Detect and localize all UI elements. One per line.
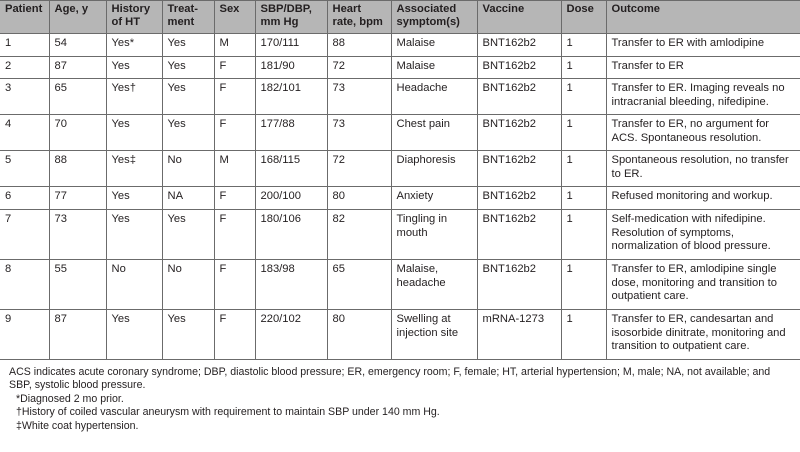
cell-patient: 8 — [0, 260, 49, 310]
cell-sex: F — [214, 310, 255, 360]
header-patient: Patient — [0, 1, 49, 34]
cell-age: 54 — [49, 34, 106, 57]
cell-dose: 1 — [561, 260, 606, 310]
cell-history-ht: Yes‡ — [106, 151, 162, 187]
cell-treatment: NA — [162, 187, 214, 210]
cell-patient: 2 — [0, 57, 49, 79]
cell-sex: F — [214, 260, 255, 310]
cell-vaccine: BNT162b2 — [477, 34, 561, 57]
cell-age: 65 — [49, 79, 106, 115]
abbreviations-note: ACS indicates acute coronary syndrome; DBP, diastolic blood pressure; ER, emergency room; F, female; HT, arterial hypertension; M, male; NA, not available; and SBP, systolic blood pressure. — [9, 366, 771, 392]
cell-history-ht: Yes — [106, 187, 162, 210]
header-outcome: Outcome — [606, 1, 800, 34]
cell-treatment: Yes — [162, 79, 214, 115]
cell-vaccine: BNT162b2 — [477, 151, 561, 187]
cell-treatment: Yes — [162, 57, 214, 79]
cell-patient: 5 — [0, 151, 49, 187]
cell-outcome: Transfer to ER, no argument for ACS. Spontaneous resolution. — [606, 115, 800, 151]
cell-sbp-dbp: 177/88 — [255, 115, 327, 151]
table-row — [0, 57, 800, 79]
header-treatment: Treat-ment — [162, 1, 214, 34]
cell-heart-rate: 88 — [327, 34, 391, 57]
cell-vaccine: BNT162b2 — [477, 210, 561, 260]
cell-sbp-dbp: 180/106 — [255, 210, 327, 260]
cell-sex: F — [214, 57, 255, 79]
cell-age: 87 — [49, 310, 106, 360]
table-notes — [0, 360, 800, 433]
cell-outcome: Transfer to ER with amlodipine — [606, 34, 800, 57]
cell-history-ht: No — [106, 260, 162, 310]
cell-dose: 1 — [561, 187, 606, 210]
cell-treatment: Yes — [162, 310, 214, 360]
cell-vaccine: BNT162b2 — [477, 115, 561, 151]
cell-age: 88 — [49, 151, 106, 187]
cell-heart-rate: 73 — [327, 115, 391, 151]
cell-patient: 7 — [0, 210, 49, 260]
footnote: *Diagnosed 2 mo prior. — [16, 392, 124, 405]
cell-symptoms: Malaise — [391, 34, 477, 57]
cell-patient: 9 — [0, 310, 49, 360]
cell-outcome: Transfer to ER, candesartan and isosorbide dinitrate, monitoring and transition to outpatient care. — [606, 310, 800, 360]
table-row — [0, 79, 800, 115]
cell-age: 73 — [49, 210, 106, 260]
header-heart-rate: Heart rate, bpm — [327, 1, 391, 34]
cell-outcome: Self-medication with nifedipine. Resolution of symptoms, normalization of blood pressure. — [606, 210, 800, 260]
table-row — [0, 310, 800, 360]
cell-patient: 6 — [0, 187, 49, 210]
cell-sex: F — [214, 187, 255, 210]
cell-outcome: Transfer to ER — [606, 57, 800, 79]
cell-dose: 1 — [561, 115, 606, 151]
cell-sex: M — [214, 151, 255, 187]
header-vaccine: Vaccine — [477, 1, 561, 34]
cell-heart-rate: 80 — [327, 310, 391, 360]
cell-vaccine: BNT162b2 — [477, 57, 561, 79]
cell-sbp-dbp: 183/98 — [255, 260, 327, 310]
header-sbp-dbp: SBP/DBP, mm Hg — [255, 1, 327, 34]
table-row — [0, 187, 800, 210]
cell-history-ht: Yes* — [106, 34, 162, 57]
cell-sbp-dbp: 168/115 — [255, 151, 327, 187]
cell-outcome: Spontaneous resolution, no transfer to ER. — [606, 151, 800, 187]
header-sex: Sex — [214, 1, 255, 34]
cell-history-ht: Yes† — [106, 79, 162, 115]
cell-dose: 1 — [561, 79, 606, 115]
cell-vaccine: mRNA-1273 — [477, 310, 561, 360]
cell-symptoms: Anxiety — [391, 187, 477, 210]
cell-patient: 4 — [0, 115, 49, 151]
cell-symptoms: Headache — [391, 79, 477, 115]
cell-sex: F — [214, 79, 255, 115]
cell-sbp-dbp: 182/101 — [255, 79, 327, 115]
cell-heart-rate: 72 — [327, 151, 391, 187]
cell-outcome: Refused monitoring and workup. — [606, 187, 800, 210]
cell-heart-rate: 73 — [327, 79, 391, 115]
cell-treatment: Yes — [162, 115, 214, 151]
cell-sbp-dbp: 200/100 — [255, 187, 327, 210]
cell-symptoms: Diaphoresis — [391, 151, 477, 187]
table-row — [0, 151, 800, 187]
cell-treatment: No — [162, 260, 214, 310]
header-dose: Dose — [561, 1, 606, 34]
cell-vaccine: BNT162b2 — [477, 79, 561, 115]
cell-treatment: No — [162, 151, 214, 187]
cell-symptoms: Tingling in mouth — [391, 210, 477, 260]
cell-treatment: Yes — [162, 34, 214, 57]
cell-sbp-dbp: 181/90 — [255, 57, 327, 79]
cell-history-ht: Yes — [106, 210, 162, 260]
cell-dose: 1 — [561, 34, 606, 57]
header-age: Age, y — [49, 1, 106, 34]
cell-history-ht: Yes — [106, 115, 162, 151]
table-row — [0, 260, 800, 310]
cell-sbp-dbp: 170/111 — [255, 34, 327, 57]
header-history-ht: History of HT — [106, 1, 162, 34]
footnote: †History of coiled vascular aneurysm with requirement to maintain SBP under 140 mm Hg. — [16, 406, 440, 419]
cell-heart-rate: 82 — [327, 210, 391, 260]
cell-age: 70 — [49, 115, 106, 151]
cell-heart-rate: 72 — [327, 57, 391, 79]
cell-outcome: Transfer to ER. Imaging reveals no intracranial bleeding, nifedipine. — [606, 79, 800, 115]
footnote: ‡White coat hypertension. — [16, 419, 139, 432]
cell-treatment: Yes — [162, 210, 214, 260]
cell-heart-rate: 65 — [327, 260, 391, 310]
cell-patient: 1 — [0, 34, 49, 57]
cell-symptoms: Swelling at injection site — [391, 310, 477, 360]
table-row — [0, 34, 800, 57]
cell-sex: M — [214, 34, 255, 57]
header-symptoms: Associated symptom(s) — [391, 1, 477, 34]
cell-dose: 1 — [561, 151, 606, 187]
cell-sex: F — [214, 210, 255, 260]
table-row — [0, 115, 800, 151]
table-row — [0, 210, 800, 260]
cell-outcome: Transfer to ER, amlodipine single dose, monitoring and transition to outpatient care. — [606, 260, 800, 310]
cell-sbp-dbp: 220/102 — [255, 310, 327, 360]
cell-history-ht: Yes — [106, 57, 162, 79]
cell-symptoms: Malaise, headache — [391, 260, 477, 310]
cell-age: 87 — [49, 57, 106, 79]
cell-vaccine: BNT162b2 — [477, 187, 561, 210]
cell-heart-rate: 80 — [327, 187, 391, 210]
cell-age: 77 — [49, 187, 106, 210]
cell-dose: 1 — [561, 57, 606, 79]
cell-sex: F — [214, 115, 255, 151]
cell-dose: 1 — [561, 310, 606, 360]
cell-vaccine: BNT162b2 — [477, 260, 561, 310]
table-header-row — [0, 1, 800, 34]
cell-dose: 1 — [561, 210, 606, 260]
cell-history-ht: Yes — [106, 310, 162, 360]
cell-age: 55 — [49, 260, 106, 310]
cell-symptoms: Malaise — [391, 57, 477, 79]
cell-patient: 3 — [0, 79, 49, 115]
cell-symptoms: Chest pain — [391, 115, 477, 151]
